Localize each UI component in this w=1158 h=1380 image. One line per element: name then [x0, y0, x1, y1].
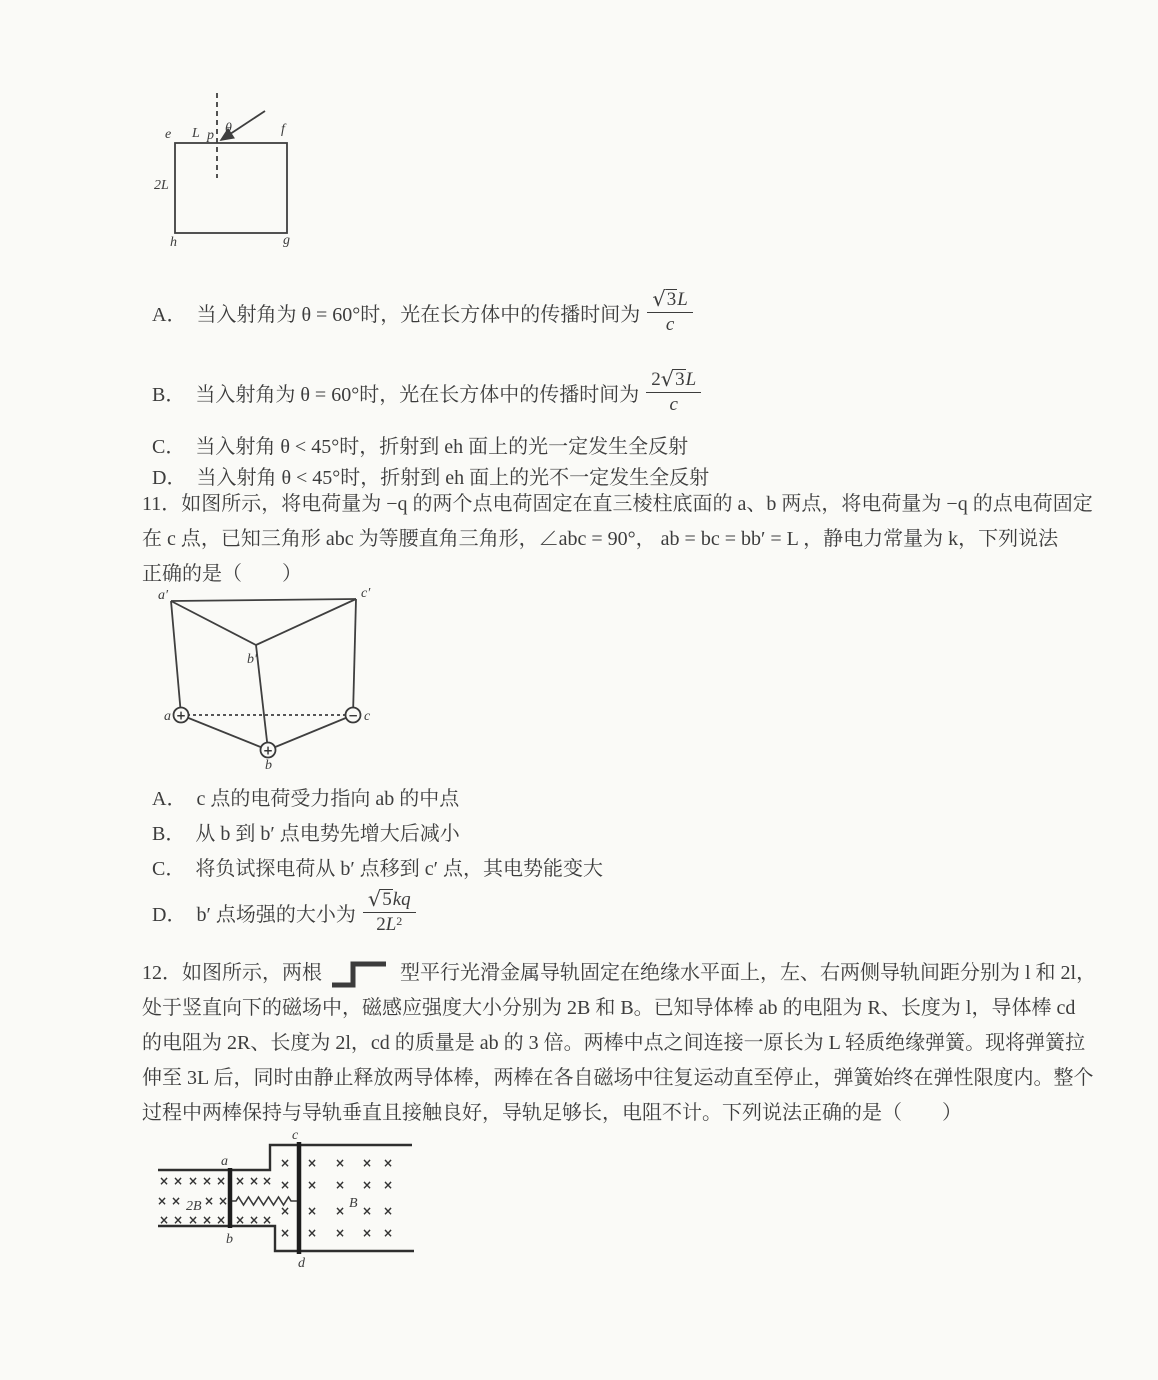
step-rail-icon: [330, 958, 388, 990]
field-cross: ×: [334, 1204, 346, 1218]
field-cross: ×: [248, 1213, 260, 1227]
field-cross: ×: [187, 1213, 199, 1227]
field-cross: ×: [170, 1194, 182, 1208]
option-label: A．: [152, 303, 187, 326]
stem-line: 正确的是（ ）: [142, 563, 302, 585]
option-text: b′ 点场强的大小为: [196, 903, 356, 926]
option-label: B．: [152, 383, 186, 406]
q11-option-a: [152, 781, 459, 811]
question-12-stem: [142, 956, 1096, 1131]
label-b: b: [265, 758, 272, 773]
label-h: h: [170, 235, 177, 250]
fraction-sqrt5kq-over-2L2: [363, 889, 416, 935]
label-L: L: [192, 126, 200, 141]
label-d: d: [298, 1256, 305, 1271]
field-cross: ×: [279, 1178, 291, 1192]
field-cross: ×: [361, 1226, 373, 1240]
option-label: D．: [152, 466, 187, 489]
q11-option-c: [152, 851, 603, 881]
field-cross: ×: [215, 1174, 227, 1188]
field-cross: ×: [279, 1204, 291, 1218]
field-cross: ×: [279, 1156, 291, 1170]
stem-line: 11．如图所示，将电荷量为 −q 的两个点电荷固定在直三棱柱底面的 a、b 两点，将电荷量为 −q 的点电荷固定: [142, 493, 1093, 515]
label-g: g: [283, 233, 290, 248]
field-cross: ×: [201, 1174, 213, 1188]
option-text: 当入射角为 θ = 60°时，光在长方体中的传播时间为: [196, 303, 641, 326]
stem-line: 的电阻为 2R、长度为 2l，cd 的质量是 ab 的 3 倍。两棒中点之间连接一原长为 L 轻质绝缘弹簧。现将弹簧拉: [142, 1032, 1086, 1054]
field-cross: ×: [172, 1174, 184, 1188]
option-label: C．: [152, 857, 186, 880]
option-label: C．: [152, 435, 186, 458]
field-cross: ×: [261, 1174, 273, 1188]
fraction-numerator: 2 √ 3 L: [646, 369, 701, 393]
field-cross: ×: [187, 1174, 199, 1188]
fraction-denominator: c: [665, 314, 675, 336]
label-c-prime: c′: [361, 587, 371, 601]
field-cross: ×: [306, 1226, 318, 1240]
field-cross: ×: [306, 1204, 318, 1218]
charge-a-sign: +: [175, 708, 187, 723]
q10-option-b: [152, 362, 701, 422]
field-cross: ×: [158, 1213, 170, 1227]
field-cross: ×: [215, 1213, 227, 1227]
glass-block: [175, 143, 287, 233]
fraction-2sqrt3L-over-c: [646, 369, 701, 415]
field-cross: ×: [279, 1226, 291, 1240]
field-cross: ×: [158, 1174, 170, 1188]
field-cross: ×: [382, 1178, 394, 1192]
label-c: c: [364, 709, 371, 724]
label-b-prime: b′: [247, 652, 258, 667]
field-cross: ×: [361, 1178, 373, 1192]
label-c: c: [292, 1128, 299, 1143]
label-a: a: [164, 709, 171, 724]
q12-figure: [150, 1126, 422, 1278]
stem-line: 过程中两棒保持与导轨垂直且接触良好，导轨足够长，电阻不计。下列说法正确的是（ ）: [142, 1102, 962, 1124]
label-2B: 2B: [186, 1199, 202, 1214]
question-number: 12．: [142, 962, 182, 984]
q10-option-d: [152, 460, 709, 490]
option-text: 当入射角 θ < 45°时，折射到 eh 面上的光不一定发生全反射: [196, 466, 710, 489]
field-cross: ×: [217, 1194, 229, 1208]
field-cross: ×: [156, 1194, 168, 1208]
field-cross: ×: [334, 1156, 346, 1170]
field-cross: ×: [361, 1156, 373, 1170]
fraction-numerator: √ 5 kq: [363, 889, 416, 913]
prism-edges: [171, 599, 359, 750]
q10-figure: [148, 86, 468, 258]
stem-text: 如图所示，两根: [182, 962, 322, 984]
field-cross: ×: [382, 1226, 394, 1240]
field-cross: ×: [261, 1213, 273, 1227]
label-a-prime: a′: [158, 588, 169, 603]
label-f: f: [281, 122, 285, 137]
option-label: B．: [152, 822, 186, 845]
fraction-sqrt3L-over-c: [647, 289, 692, 335]
radical-sign: √: [652, 287, 666, 312]
q11-option-b: [152, 816, 460, 846]
option-text: c 点的电荷受力指向 ab 的中点: [196, 787, 460, 810]
charge-c-sign: −: [347, 708, 359, 723]
radical-sign: √: [660, 367, 675, 392]
field-cross: ×: [334, 1226, 346, 1240]
label-a: a: [221, 1154, 228, 1169]
stem-line: 处于竖直向下的磁场中，磁感应强度大小分别为 2B 和 B。已知导体棒 ab 的电阻为 R、长度为 l，导体棒 cd: [142, 997, 1076, 1019]
stem-text: 型平行光滑金属导轨固定在绝缘水平面上，左、右两侧导轨间距分别为 l 和 2l，: [400, 962, 1097, 984]
fraction-denominator: 2 L 2: [376, 914, 403, 936]
label-B: B: [349, 1196, 358, 1211]
option-label: A．: [152, 787, 187, 810]
fraction-denominator: c: [669, 394, 678, 416]
option-text: 从 b 到 b′ 点电势先增大后减小: [195, 822, 460, 845]
field-cross: ×: [382, 1204, 394, 1218]
label-2L: 2L: [154, 178, 169, 193]
field-cross: ×: [361, 1204, 373, 1218]
label-p: p: [207, 128, 214, 143]
q10-option-c: [152, 429, 688, 459]
q10-option-a: [152, 282, 693, 342]
field-cross: ×: [306, 1178, 318, 1192]
field-cross: ×: [306, 1156, 318, 1170]
option-text: 当入射角 θ < 45°时，折射到 eh 面上的光一定发生全反射: [195, 435, 689, 458]
field-cross: ×: [334, 1178, 346, 1192]
charge-b-sign: +: [262, 743, 274, 758]
option-text: 当入射角为 θ = 60°时，光在长方体中的传播时间为: [195, 383, 640, 406]
stem-line: 伸至 3L 后，同时由静止释放两导体棒，两棒在各自磁场中往复运动直至停止，弹簧始终在弹性限度内。整个: [142, 1067, 1094, 1089]
field-cross: ×: [201, 1213, 213, 1227]
option-text: 将负试探电荷从 b′ 点移到 c′ 点，其电势能变大: [195, 857, 603, 880]
stem-line: 在 c 点，已知三角形 abc 为等腰直角三角形，∠abc = 90°， ab = bc = bb′ = L ，静电力常量为 k，下列说法: [142, 528, 1059, 550]
q11-figure: [155, 587, 383, 773]
label-e: e: [165, 127, 172, 142]
q11-option-d: [152, 882, 416, 942]
field-cross: ×: [203, 1194, 215, 1208]
label-b: b: [226, 1232, 233, 1247]
stem-line-with-icon: [142, 956, 1096, 991]
label-theta: θ: [225, 121, 232, 136]
fraction-numerator: √ 3 L: [647, 289, 692, 313]
field-cross: ×: [234, 1213, 246, 1227]
radical-sign: √: [367, 887, 382, 912]
field-cross: ×: [248, 1174, 260, 1188]
question-11-stem: [142, 487, 1093, 592]
field-cross: ×: [382, 1156, 394, 1170]
field-cross: ×: [172, 1213, 184, 1227]
field-cross: ×: [234, 1174, 246, 1188]
option-label: D．: [152, 903, 187, 926]
